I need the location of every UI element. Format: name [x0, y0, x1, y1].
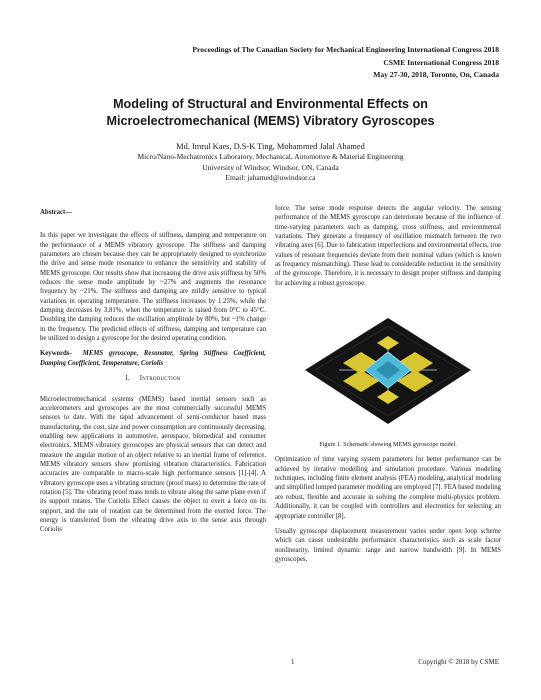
copyright-notice: Copyright © 2018 by CSME: [418, 658, 499, 666]
keywords-terms: MEMS gyroscope, Resonator, Spring Stiffness Coefficient, Damping Coefficient, Temperature, Coriolis: [40, 350, 266, 367]
abstract-label: Abstract—: [40, 209, 73, 216]
keywords-label: Keywords-: [40, 350, 72, 358]
abstract-text: In this paper we investigate the effects of stiffness, damping and temperature on the performance of a MEMS vibratory gyroscope. The stiffness and damping parameters are chosen because they can be appropriately designed to synchronize the drive and sense mode resonance to enhance the sensitivity and stability of MEMS gyroscope. Our results show that increasing the drive axis stiffness by 50% reduces the sense mode amplitude by ~27% and augments the resonance frequency by ~21%. The stiffness and damping are mildly sensitive to typical variations in operating temperature. The stiffness increases by 1.25%, while the damping decreases by 3.81%, when the temperature is raised from 0°C to 45°C. Doubling the damping reduces the oscillation amplitude by 80%, but ~1% change in the frequency. The predicted effects of stiffness, damping and temperature can be utilized to design a gyroscope for the desired operating condition.: [40, 232, 266, 343]
author-names: Md. Imrul Kaes, D.S-K Ting, Mohammed Jalal Ahamed: [176, 142, 365, 151]
proceedings-header: [192, 44, 499, 82]
right-paragraph-1: force. The sense mode response detects the angular velocity. The sensing performance of the MEMS gyroscope can deteriorate because of the influence of time-varying parameters such as damping, cross stiffness, and environmental variations. They generate a frequency of oscillation mismatch between the two vibrating axes [6]. Due to fabrication imperfections and environmental effects, true values of resonant frequencies deviate from their nominal values (which is known as frequency mismatching). These lead to considerable reduction in the sensitivity of the gyroscope. Therefore, it is necessary to design proper stiffness and damping for achieving a robust gyroscope.: [275, 205, 501, 287]
author-lab: Micro/Nano-Mechatronics Laboratory, Mechanical, Automotive & Material Engineering: [137, 152, 404, 162]
author-university: University of Windsor, Windsor, ON, Canada: [202, 162, 339, 172]
header-line-2: CSME International Congress 2018: [383, 57, 499, 67]
author-email: Email: jahamed@uwindsor.ca: [225, 172, 316, 182]
header-line-1: Proceedings of The Canadian Society for Mechanical Engineering International Congress 2018: [192, 45, 499, 54]
left-column: [40, 206, 266, 541]
right-paragraph-3: Usually gyroscope displacement measurement varies under open loop scheme which can cause undesirable performance characteristics such as scale factor nonlinearity, limited dynamic range and narrow bandwidth [9]. In MEMS gyroscopes,: [275, 527, 501, 563]
keywords: [40, 349, 266, 368]
figure-caption: Figure 1. Schematic showing MEMS gyroscope model.: [319, 441, 457, 449]
author-block: [40, 142, 501, 183]
page-number: 1: [291, 658, 295, 666]
right-paragraph-2: Optimization of time varying system parameters for better performance can be achieved by iterative modelling and simulation procedure. Various modeling techniques, including finite element analysis (FEA) modeling, analytical modeling and simplified lumped parameter modeling are employed [7]. FEA based modeling are robust, flexible and accurate in solving the complete multi-physics problem. Additionally, it can be coupled with controllers and electronics for selecting an appropriate controller [8].: [275, 456, 501, 520]
intro-paragraph: Microelectromechanical systems (MEMS) based inertial sensors such as accelerometers and gyroscopes are the most commercially successful MEMS sensors to date. With the rapid advancement of semi-conductor based mass manufacturing, the cost, size and power consumption are continuously decreasing, enabling new applications in automotive, aerospace, biomedical and consumer electronics. MEMS vibratory gyroscopes are physical sensors that can detect and measure the angular motion of an object relative to an inertial frame of reference. MEMS vibratory sensors show promising vibration characteristics. Fabrication accuracies are comparable to macro-scale high performance sensors [1]-[4]. A vibratory gyroscope uses a vibrating structure (proof mass) to determine the rate of rotation [5]. The vibrating proof mass tends to vibrate along the same plane even if its support rotates. The Coriolis Effect causes the object to exert a force on its support, and the rate of rotation can be determined from the exerted force. The energy is transferred from the vibrating drive axis to the sense axis through Coriolis: [40, 395, 266, 534]
header-line-3: May 27-30, 2018, Toronto, On, Canada: [373, 70, 499, 79]
section-number: I.: [125, 375, 130, 383]
section-title: Introduction: [139, 375, 181, 383]
section-heading-introduction: [40, 374, 266, 383]
gyroscope-schematic-figure: [301, 312, 476, 430]
right-column: [275, 204, 501, 570]
paper-title: Modeling of Structural and Environmental Effects on Microelectromechanical (MEMS) Vibratory Gyroscopes: [106, 97, 435, 128]
